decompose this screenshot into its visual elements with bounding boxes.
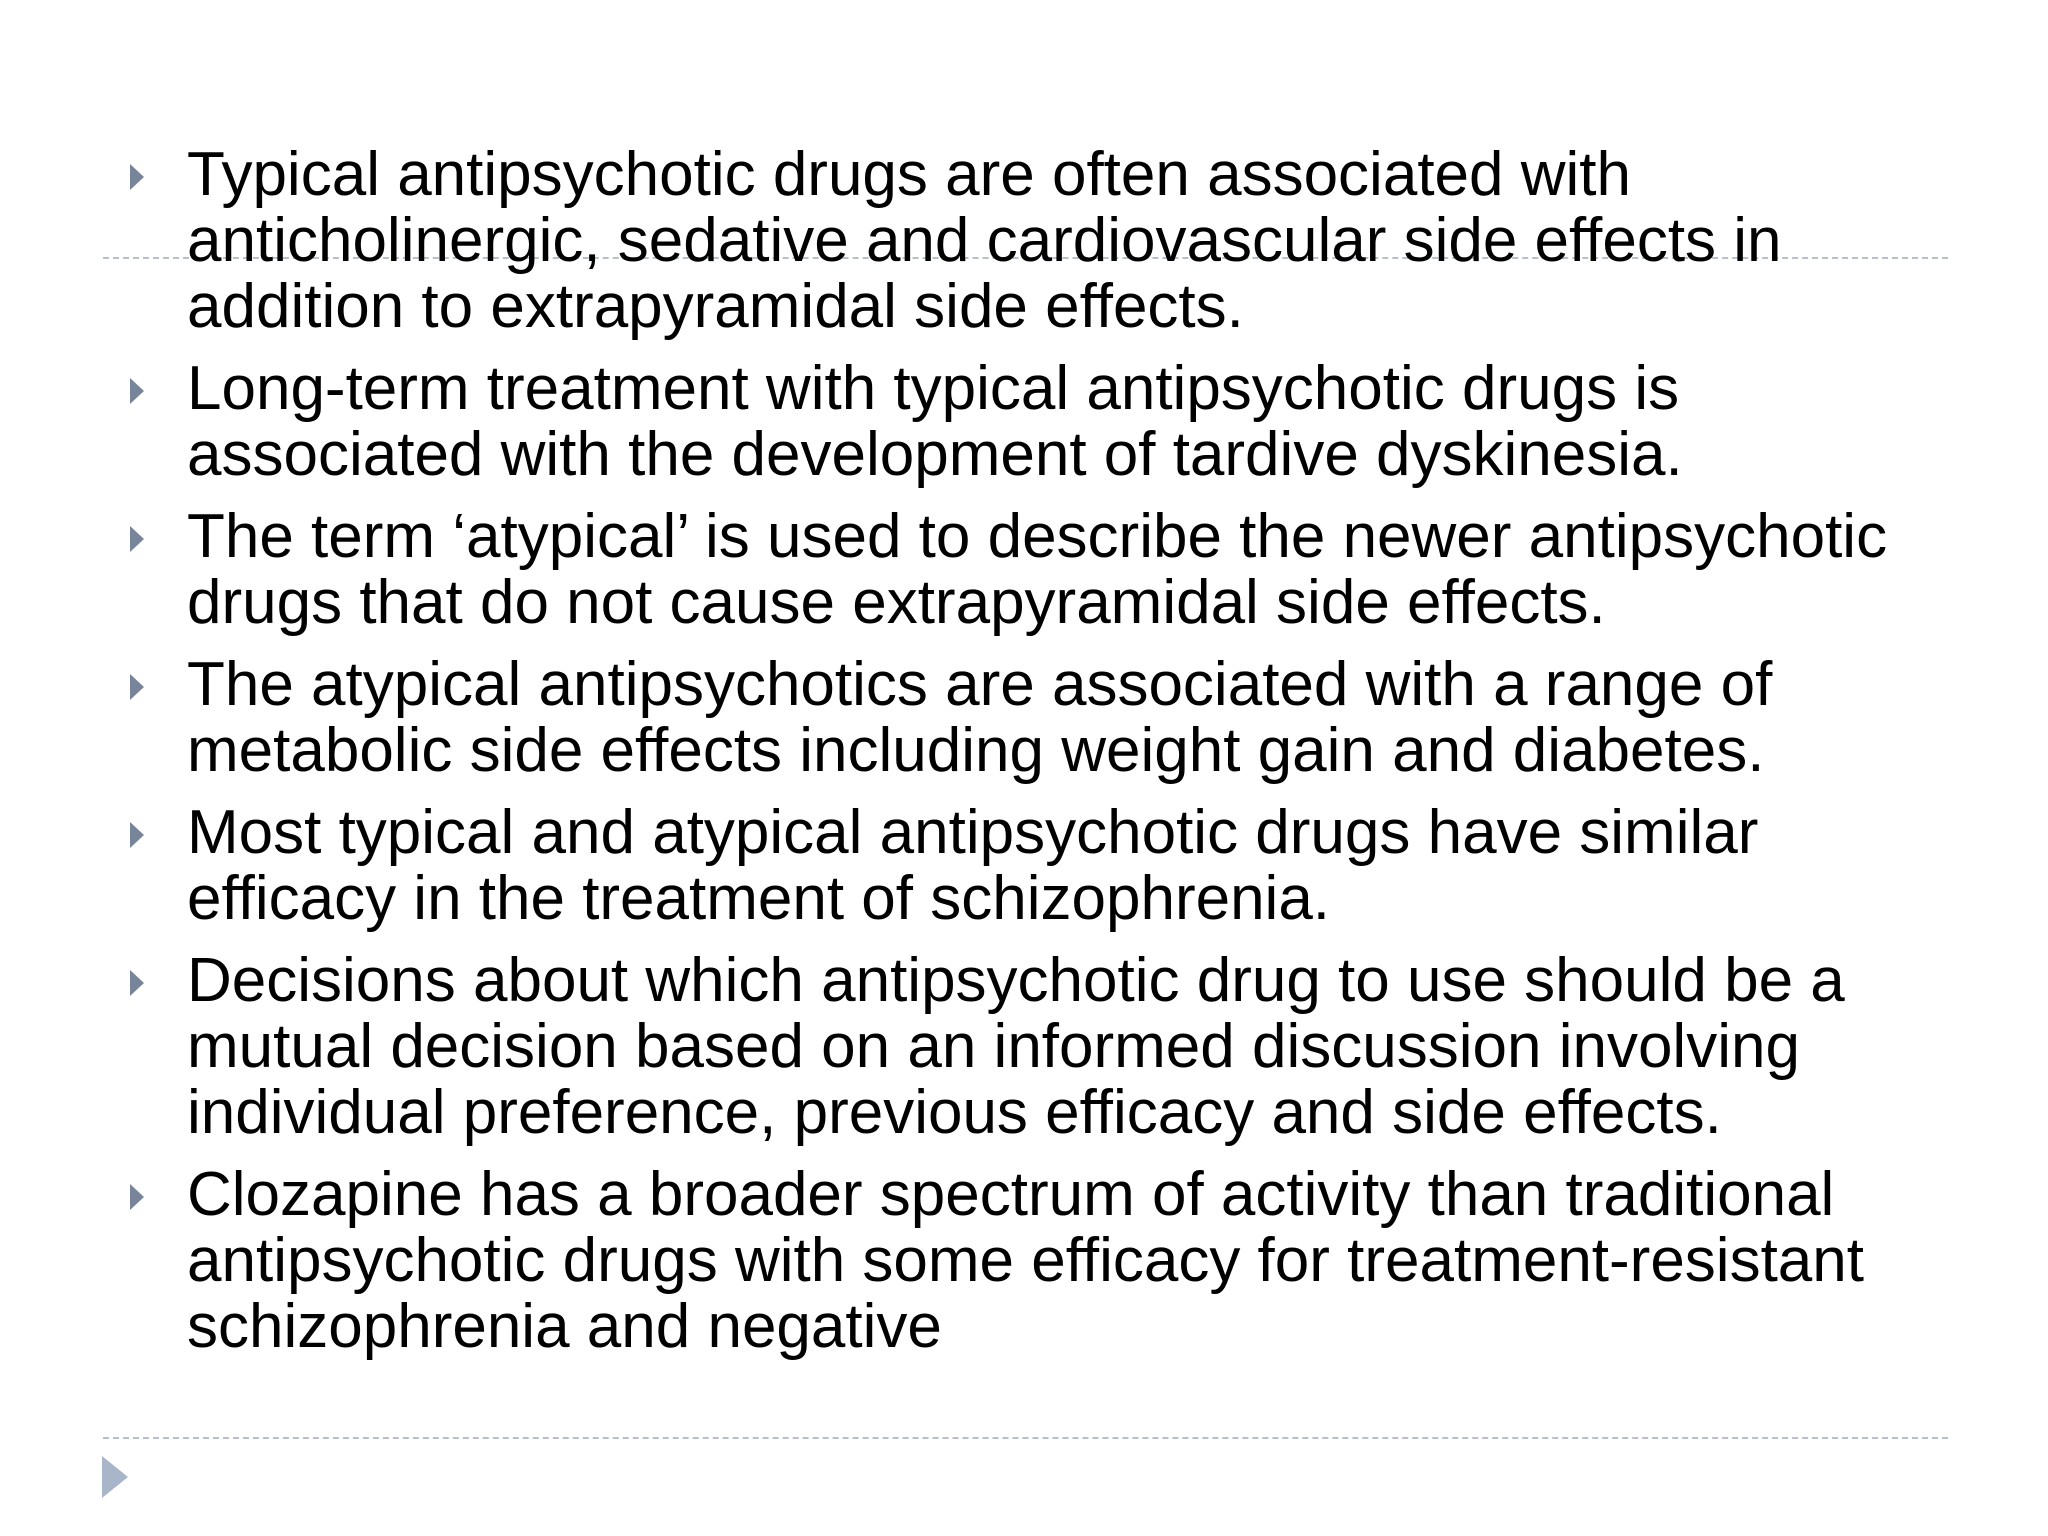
bullet-item <box>0 142 1967 340</box>
triangle-bullet-icon <box>130 674 144 700</box>
triangle-bullet-icon <box>130 526 144 552</box>
triangle-bullet-icon <box>130 822 144 848</box>
bullet-text: Most typical and atypical antipsychotic drugs have similar efficacy in the treatment of schizophrenia. <box>187 798 1759 933</box>
bullet-text: Typical antipsychotic drugs are often associated with anticholinergic, sedative and cardiovascular side effects in addition to extrapyramidal side effects. <box>187 140 1782 341</box>
bullet-item <box>0 356 1967 488</box>
bullet-item <box>0 800 1967 932</box>
triangle-bullet-icon <box>130 1184 144 1210</box>
bullet-text: The atypical antipsychotics are associated with a range of metabolic side effects including weight gain and diabetes. <box>187 650 1773 785</box>
bullet-list <box>0 142 2048 1376</box>
bullet-item <box>0 652 1967 784</box>
bullet-item <box>0 504 1967 636</box>
triangle-bullet-icon <box>130 970 144 996</box>
bullet-text: Long-term treatment with typical antipsychotic drugs is associated with the development of tardive dyskinesia. <box>187 354 1683 489</box>
triangle-bullet-icon <box>130 164 144 190</box>
bullet-item <box>0 948 1967 1146</box>
bullet-item <box>0 1162 1967 1360</box>
bullet-text: The term ‘atypical’ is used to describe the newer antipsychotic drugs that do not cause extrapyramidal side effects. <box>187 502 1888 637</box>
bullet-text: Clozapine has a broader spectrum of activity than traditional antipsychotic drugs with some efficacy for treatment-resistant schizophrenia and negative <box>187 1160 1864 1361</box>
bullet-text: Decisions about which antipsychotic drug to use should be a mutual decision based on an informed discussion involving individual preference, previous efficacy and side effects. <box>187 946 1845 1147</box>
bottom-dashed-rule <box>103 1437 1948 1439</box>
triangle-bullet-icon <box>130 378 144 404</box>
corner-triangle-icon <box>102 1456 128 1498</box>
